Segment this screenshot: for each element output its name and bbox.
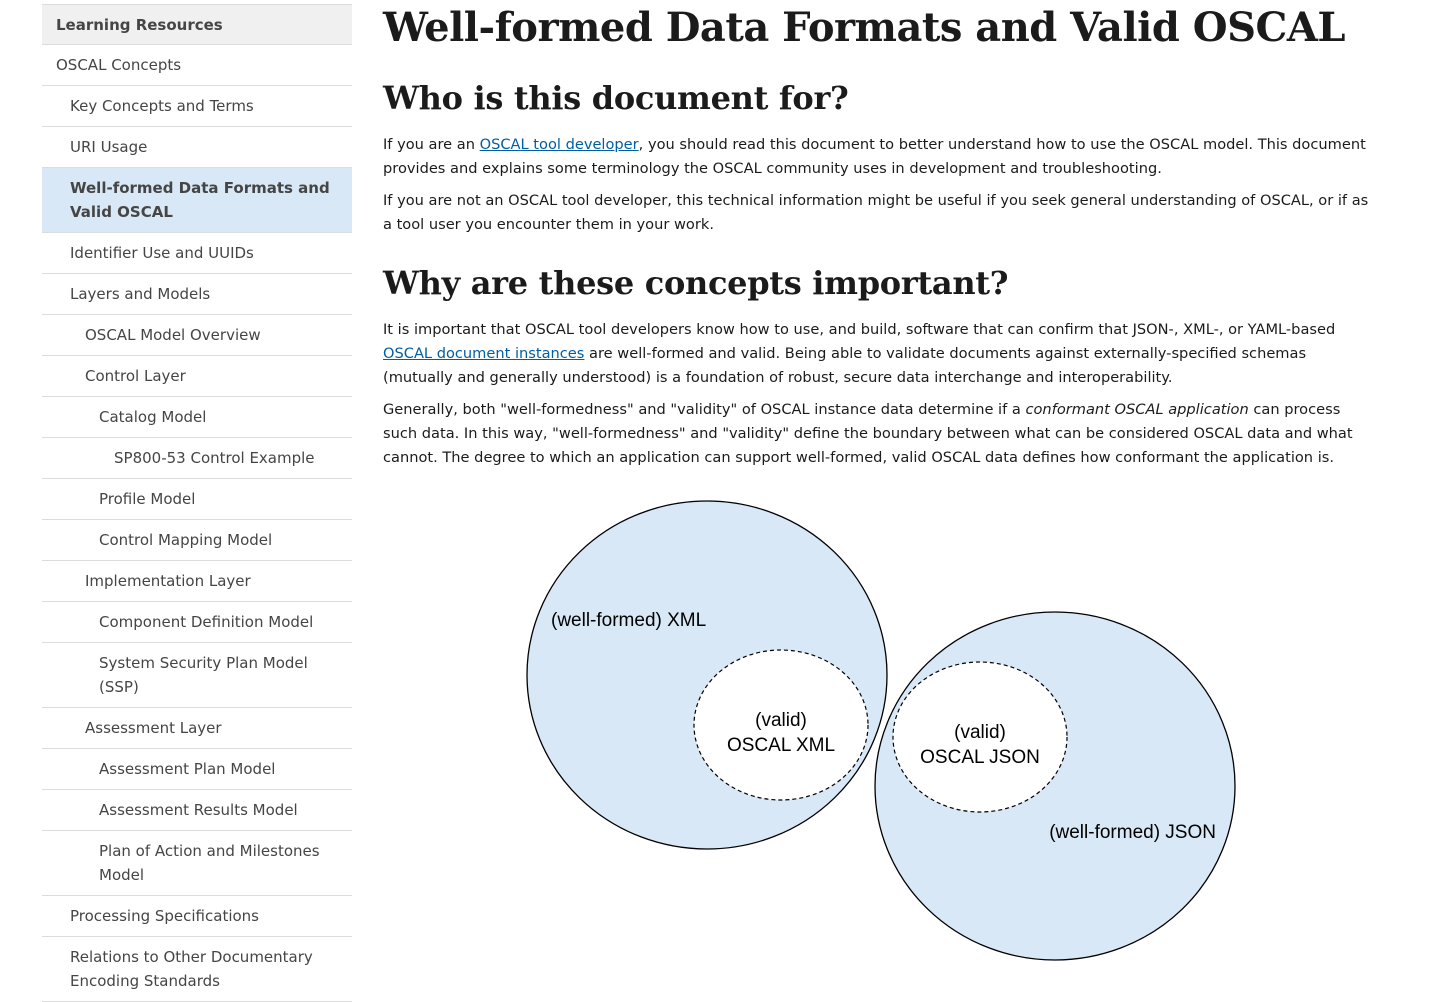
sidebar-item[interactable]: Catalog Model xyxy=(42,397,352,438)
sidebar-item[interactable]: Layers and Models xyxy=(42,274,352,315)
paragraph-audience-1 xyxy=(383,133,1375,181)
sidebar-item[interactable]: Well-formed Data Formats and Valid OSCAL xyxy=(42,168,352,233)
sidebar-item[interactable]: Relations to Other Documentary Encoding Standards xyxy=(42,937,352,1002)
sidebar-item[interactable]: SP800-53 Control Example xyxy=(42,438,352,479)
sidebar-item[interactable]: Control Layer xyxy=(42,356,352,397)
json-valid-label-2: OSCAL JSON xyxy=(920,747,1040,768)
sidebar-item[interactable]: Processing Specifications xyxy=(42,896,352,937)
emphasis-conformant-application: conformant OSCAL application xyxy=(1025,401,1249,418)
link-oscal-document-instances[interactable]: OSCAL document instances xyxy=(383,345,585,362)
sidebar-item[interactable]: Key Concepts and Terms xyxy=(42,86,352,127)
sidebar-item[interactable]: Component Definition Model xyxy=(42,602,352,643)
section-heading-importance: Why are these concepts important? xyxy=(383,264,1009,302)
venn-diagram xyxy=(383,490,1375,970)
json-valid-label-1: (valid) xyxy=(954,722,1006,743)
sidebar-item[interactable]: URI Usage xyxy=(42,127,352,168)
sidebar-nav xyxy=(42,4,352,1002)
xml-wellformed-label: (well-formed) XML xyxy=(551,610,707,631)
sidebar-item[interactable]: Assessment Plan Model xyxy=(42,749,352,790)
sidebar-item[interactable]: Identifier Use and UUIDs xyxy=(42,233,352,274)
xml-valid-label-1: (valid) xyxy=(755,710,807,731)
main-content xyxy=(383,0,1375,470)
sidebar-item[interactable]: Assessment Layer xyxy=(42,708,352,749)
wellformed-valid-diagram xyxy=(383,490,1375,970)
sidebar-item[interactable]: Assessment Results Model xyxy=(42,790,352,831)
sidebar-item[interactable]: Implementation Layer xyxy=(42,561,352,602)
text-segment: can process such data. In this way, "well-formedness" and "validity" define the boundary between what can be considered OSCAL data and what cannot. The degree to which an application can support well-formed, valid OSCAL data defines how conformant the application is. xyxy=(383,401,1353,466)
sidebar-item[interactable]: System Security Plan Model (SSP) xyxy=(42,643,352,708)
sidebar-item[interactable]: OSCAL Model Overview xyxy=(42,315,352,356)
sidebar-item[interactable]: Profile Model xyxy=(42,479,352,520)
sidebar-item[interactable]: Control Mapping Model xyxy=(42,520,352,561)
json-wellformed-label: (well-formed) JSON xyxy=(1049,822,1216,843)
xml-valid-label-2: OSCAL XML xyxy=(726,735,836,756)
sidebar-list xyxy=(42,45,352,1002)
link-oscal-tool-developer[interactable]: OSCAL tool developer xyxy=(479,136,639,153)
section-heading-audience: Who is this document for? xyxy=(383,79,849,117)
text-segment: Generally, both "well-formedness" and "validity" of OSCAL instance data determine if a xyxy=(383,401,1026,418)
text-segment: , you should read this document to better understand how to use the OSCAL model. This document provides and explains some terminology the OSCAL community uses in development and troubleshooting. xyxy=(383,136,1366,177)
text-segment: If you are an xyxy=(383,136,480,153)
paragraph-audience-2: If you are not an OSCAL tool developer, this technical information might be useful if you seek general understanding of OSCAL, or if as a tool user you encounter them in your work. xyxy=(383,192,1369,233)
paragraph-importance-1 xyxy=(383,318,1375,390)
text-segment: It is important that OSCAL tool developers know how to use, and build, software that can confirm that JSON-, XML-, or YAML-based xyxy=(383,321,1336,338)
sidebar-header: Learning Resources xyxy=(42,4,352,45)
paragraph-importance-2 xyxy=(383,398,1375,470)
sidebar-item[interactable]: Plan of Action and Milestones Model xyxy=(42,831,352,896)
text-segment: are well-formed and valid. Being able to validate documents against externally-specified schemas (mutually and generally understood) is a foundation of robust, secure data interchange and interoperability. xyxy=(383,345,1307,386)
page-title: Well-formed Data Formats and Valid OSCAL xyxy=(383,4,1345,51)
sidebar-item[interactable]: OSCAL Concepts xyxy=(42,45,352,86)
